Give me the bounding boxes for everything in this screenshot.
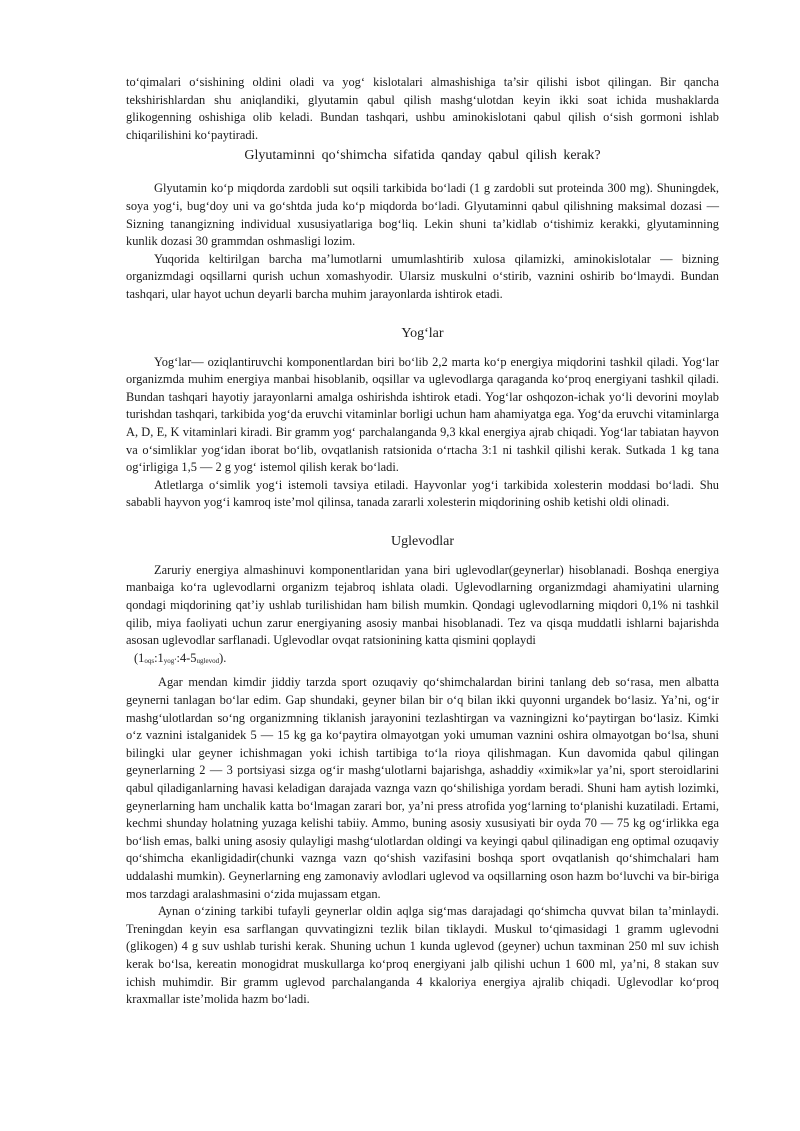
carbs-paragraph: Zaruriy energiya almashinuvi komponentlaridan yana biri uglevodlar(geynerlar) hisoblanadi. Boshqa energiya manbaiga ko‘ra uglevodlarni organizm tejabroq ishlata oladi. Uglevodlarning organizmdagi ahamiyatini ularning qondagi miqdorining qat’iy ushlab turilishidan ham bilish mumkin. Qondagi uglevodlarning miqdori 0,1% ni tashkil qilib, miya faoliyati uchun zarur energiyaning asosiy manbai hisoblanadi. Tez va qisqa muddatli ishlarni bajarishda asosan uglevodlar sarflanadi. Uglevodlar ovqat ratsionining katta qismini qoplaydi: [126, 562, 719, 648]
fats-paragraph: Yog‘lar— oziqlantiruvchi komponentlardan biri bo‘lib 2,2 marta ko‘p energiya miqdorini tashkil qiladi. Yog‘lar organizmda muhim energiya manbai hisoblanib, oqsillar va uglevodlarga qaraganda ko‘proq energiyani tashkil qiladi. Bundan tashqari hayotiy jarayonlarni amalga oshirishda ishtirok etadi. Yog‘lar oshqozon-ichak yo‘li devorini moylab turishdan tashqari, tarkibida yog‘da eruvchi vitaminlar borligi uchun ham ahamiyatga ega. Yog‘da eruvchi vitaminlarga A, D, E, K vitaminlari kiradi. Bir gramm yog‘ parchalanganda 9,3 kkal energiya ajrab chiqadi. Yog‘lar tabiatan hayvon va o‘simliklar yog‘idan iborat bo‘lib, ovqatlanish ratsionida o‘rtacha 3:1 ni tashkil qilishi kerak. Sutkada 1 kg tana og‘irligiga 1,5 — 2 g yog‘ istemol qilish kerak bo‘ladi.: [126, 354, 719, 475]
ratio-sub-protein: oqs: [144, 656, 155, 665]
ratio-close: ).: [219, 650, 227, 665]
nutrient-ratio: [126, 650, 719, 671]
ratio-mid-1: :1: [154, 650, 164, 665]
carbs-paragraph: Aynan o‘zining tarkibi tufayli geynerlar oldin aqlga sig‘mas darajadagi qo‘shimcha quvvat bilan ta’minlaydi. Treningdan keyin esa sarflangan quvvatingizni tezlik bilan tiklaydi. Muskul to‘qimasidagi 1 gramm uglevodni (glikogen) 4 g suv ushlab turishi kerak. Shuning uchun 1 kunda uglevod (geyner) uchun taxminan 250 ml suv ichish kerak bo‘lsa, kereatin monogidrat muskullarga ko‘proq energiyani jalb qilishi uchun 1 600 ml, ya’ni, 8 stakan suv ichish muhimdir. Bir gramm uglevod parchalanganda 4 kkaloriya energiya ajralib chiqadi. Uglevodlar ko‘proq kraxmallar iste’molida hazm bo‘ladi.: [126, 904, 719, 1007]
section-title-fats: Yog‘lar: [401, 325, 444, 341]
glutamine-paragraph: Glyutamin ko‘p miqdorda zardobli sut oqsili tarkibida bo‘ladi (1 g zardobli sut proteinda 300 mg). Shuningdek, soya yog‘i, bug‘doy uni va go‘shtda juda ko‘p miqdorda bo‘ladi. Glyutaminni qabul qilishning maksimal dozasi — Sizning tanangizning individual xususiyatlariga bog‘liq. Lekin shuni ta’kidlab o‘tishimiz kerakki, glyutaminning kunlik dozasi 30 grammdan oshmasligi lozim.: [126, 181, 719, 249]
fats-paragraph: Atletlarga o‘simlik yog‘i istemoli tavsiya etiladi. Hayvonlar yog‘i tarkibida xolesterin moddasi bo‘ladi. Shu sababli hayvon yog‘i kamroq iste’mol qilinsa, tanada zararli xolesterin miqdorining oshib ketishi oldi olinadi.: [126, 477, 719, 510]
ratio-mid-2: :4-5: [176, 650, 197, 665]
ratio-sub-fat: yog‘: [163, 656, 177, 665]
section-title-carbs: Uglevodlar: [391, 533, 454, 549]
carbs-paragraph: Agar mendan kimdir jiddiy tarzda sport ozuqaviy qo‘shimchalardan birini tanlang deb so‘rasa, men albatta geynerni tanlagan bo‘lar edim. Gap shundaki, geyner bilan bir o‘q bilan ikki quyonni urgandek bo‘lasiz. Ya’ni, og‘ir mashg‘ulotlardan so‘ng organizmning tiklanish jarayonini tezlashtirgan va vazningizni ko‘paytirgan bo‘lasiz. Kimki o‘z vaznini istalganidek 5 — 15 kg ga ko‘paytira olmayotgan yoki umuman vaznini oshira olmayotgan bo‘lsa, shuni bilingki ular geyner ichishmagan yoki ichish tartibiga to‘la rioya qilishmagan. Kun davomida qabul qilingan geynerlarning 2 — 3 portsiyasi sizga og‘ir mashg‘ulotlarni bajarishga, ashaddiy «ximik»lar ya’ni, sport steroidlarini qabul qiladiganlarning havasi keladigan darajada vaznga vazn qo‘shilishiga yordam beradi. Shuni ham aytish lozimki, geynerlarning ham unchalik katta bo‘lmagan zarari bor, ya’ni press atrofida yog‘larning to‘planishi kuzatiladi. Ertami, kechmi shunday holatning yuzaga kelishi tabiiy. Ammo, buning asosiy xususiyati bir oyda 70 — 75 kg og‘irlikka ega bo‘lish emas, balki uning asosiy qulayligi mashg‘ulotlardan oldingi va keyingi qabul qilinadigan eng optimal ozuqaviy qo‘shimcha ekanligidadir(chunki vaznga vazn qo‘shish vazifasini boshqa sport ovqatlanish qo‘shimchalari ham uddalashi mumkin). Geynerlarning eng zamonaviy avlodlari uglevod va oqsillarning oson hazm bo‘luvchi va bir-biriga mos tarzdagi aralashmasini o‘zida mujassam etgan.: [126, 675, 719, 901]
glutamine-paragraph: Yuqorida keltirilgan barcha ma’lumotlarni umumlashtirib xulosa qilamizki, aminokislotalar — bizning organizmdagi oqsillarni qurish uchun xomashyodir. Ularsiz muskulni o‘stirib, vaznini oshirib bo‘lmaydi. Bundan tashqari, ular hayot uchun deyarli barcha muhim jarayonlarda ishtirok etadi.: [126, 251, 719, 301]
ratio-sub-carbs: uglevod: [196, 656, 220, 665]
question-heading: Glyutaminni qo‘shimcha sifatida qanday qabul qilish kerak?: [244, 148, 601, 164]
ratio-open: (1: [134, 650, 145, 665]
intro-paragraph: to‘qimalari o‘sishining oldini oladi va yog‘ kislotalari almashishiga ta’sir qilishi isbot qilingan. Bir qancha tekshirishlardan shu aniqlandiki, glyutamin qabul qilish mashg‘ulotdan keyin ikki soat ichida mushaklarda glikogenning oshishiga olib keladi. Bundan tashqari, ushbu aminokislotani qabul qilish o‘sish gormoni ishlab chiqarilishini ko‘paytiradi.: [126, 75, 719, 142]
